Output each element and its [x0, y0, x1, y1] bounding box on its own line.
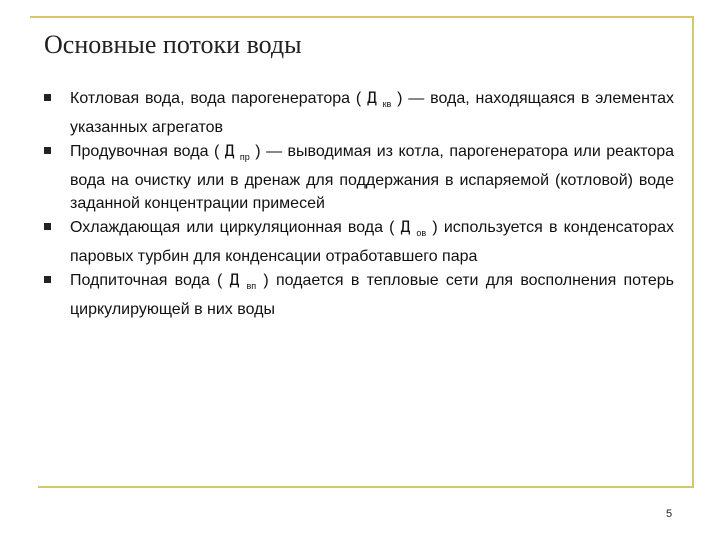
frame-top-line [30, 16, 694, 18]
square-bullet-icon [44, 223, 51, 230]
bullet-text-before: Котловая вода, вода парогенератора ( [70, 90, 362, 107]
flow-symbol: Д [229, 270, 240, 289]
bullet-text-after: ) используется в конденсаторах паровых турбин для конденсации отработавшего пара [70, 219, 674, 265]
frame-right-line [692, 16, 694, 486]
flow-symbol: Д [400, 217, 411, 236]
square-bullet-icon [44, 276, 51, 283]
bullet-item-boiler-water [44, 86, 674, 139]
square-bullet-icon [44, 94, 51, 101]
flow-symbol: Д [224, 141, 235, 160]
page-number: 5 [666, 508, 673, 520]
bullet-list [44, 86, 674, 321]
flow-symbol: Д [367, 88, 377, 107]
square-bullet-icon [44, 147, 51, 154]
bullet-text-before: Охлаждающая или циркуляционная вода ( [70, 219, 395, 236]
flow-subscript: ов [416, 228, 427, 238]
bullet-item-makeup-water [44, 268, 674, 321]
bullet-text-after: ) — вода, находящаяся в элементах указанных агрегатов [70, 90, 674, 136]
bullet-text-before: Подпиточная вода ( [70, 272, 223, 289]
frame-bottom-line [38, 486, 694, 488]
bullet-item-blowdown-water [44, 139, 674, 215]
bullet-item-cooling-water [44, 215, 674, 268]
flow-subscript: пр [239, 152, 250, 162]
slide-title: Основные потоки воды [44, 30, 302, 59]
bullet-text-after: ) подается в тепловые сети для восполнения потерь циркулирующей в них воды [70, 272, 674, 318]
flow-subscript: вп [246, 281, 257, 291]
bullet-text-after: ) — выводимая из котла, парогенератора или реактора вода на очистку или в дренаж для поддержания в испаряемой (котловой) воде заданной концентрации примесей [70, 143, 675, 212]
flow-subscript: кв [382, 99, 392, 109]
bullet-text-before: Продувочная вода ( [70, 143, 220, 160]
